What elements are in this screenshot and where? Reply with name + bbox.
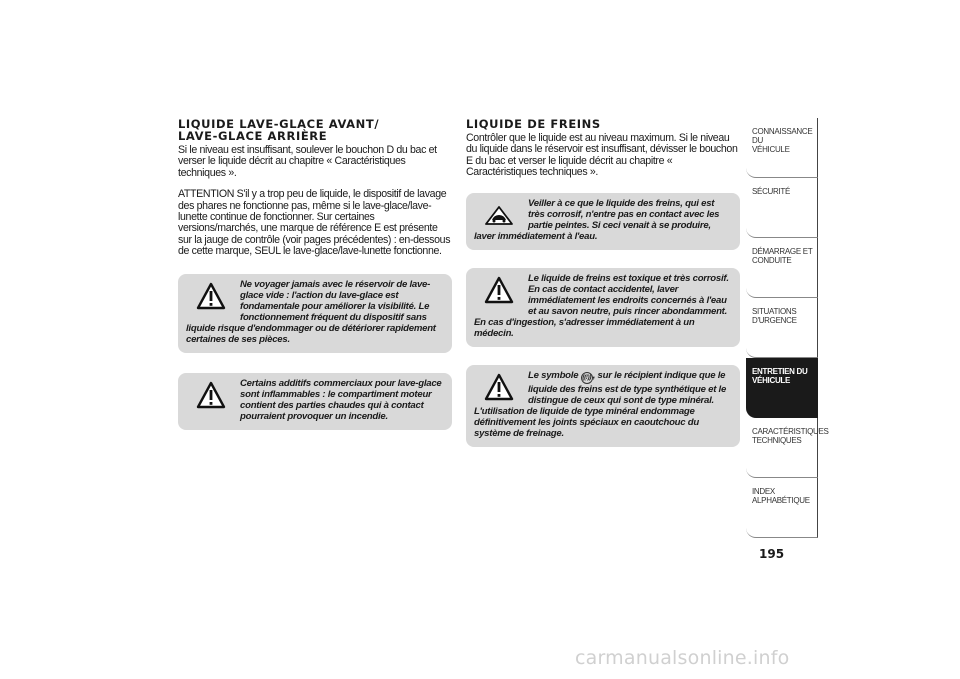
section-heading-washer-fluid: LIQUIDE LAVE-GLACE AVANT/ LAVE-GLACE ARRIÈRE [178, 117, 380, 143]
warning-triangle-icon [484, 373, 514, 403]
tab-situations-d-urgence[interactable]: SITUATIONS D'URGENCE [746, 298, 818, 358]
page-number: 195 [759, 547, 785, 561]
paragraph: Si le niveau est insuffisant, soulever le bouchon D du bac et verser le liquide décrit au chapitre « Caractéristiques techniques ». [178, 144, 437, 179]
watermark: carmanualsonline.info [575, 647, 790, 669]
tab-connaissance-du-vehicule[interactable]: CONNAISSANCE DU VÉHICULE [746, 118, 818, 178]
warning-text: Le liquide de freins est toxique et très corrosif. En cas de contact accidentel, laver immédiatement les endroits concernés à l'eau et au savon neutre, puis rincer abondamment. En cas d'ingestion, s'adresser immédiatement à un médecin. [474, 272, 729, 339]
warning-box [466, 365, 740, 447]
warning-box [178, 373, 452, 430]
chapter-tabs [746, 118, 829, 538]
warning-text: , sur le récipient indique que le liquide des freins est de type synthétique et le distingue de ceux qui sont de type minéral. L'utilisation de liquide de type minéral endommage définitivement les joints spéciaux en caoutchouc du système de freinage. [474, 369, 727, 439]
warning-text-prefix: Le symbole [528, 369, 579, 381]
tab-caracteristiques-techniques[interactable]: CARACTÉRISTIQUES TECHNIQUES [746, 418, 818, 478]
tab-demarrage-et-conduite[interactable]: DÉMARRAGE ET CONDUITE [746, 238, 818, 298]
right-column [466, 118, 740, 447]
section-heading-brake-fluid: LIQUIDE DE FREINS [466, 117, 601, 131]
warning-box [178, 274, 452, 353]
warning-text: Ne voyager jamais avec le réservoir de lave-glace vide : l'action du lave-glace est fondamentale pour améliorer la visibilité. Le fonctionnement fréquent du dispositif sans liquide risque d'endommager ou de détériorer rapidement certaines de ses pièces. [186, 278, 436, 345]
tab-entretien-du-vehicule[interactable]: ENTRETIEN DU VÉHICULE [746, 358, 818, 418]
car-paint-icon [484, 204, 514, 228]
tab-securite[interactable]: SÉCURITÉ [746, 178, 818, 238]
warning-triangle-icon [196, 381, 226, 411]
caution-text: Veiller à ce que le liquide des freins, qui est très corrosif, n'entre pas en contact avec les partie peintes. Si ceci venait à se produire, laver immédiatement à l'eau. [474, 197, 720, 242]
paragraph: Contrôler que le liquide est au niveau maximum. Si le niveau du liquide dans le réservoir est insuffisant, dévisser le bouchon E du bac et verser le liquide décrit au chapitre « Caractéristiques techniques ». [466, 132, 738, 179]
tab-index-alphabetique[interactable]: INDEX ALPHABÉTIQUE [746, 478, 818, 538]
warning-triangle-icon [484, 276, 514, 306]
warning-box [466, 268, 740, 347]
caution-box [466, 193, 740, 250]
warning-triangle-icon [196, 282, 226, 312]
brake-fluid-symbol-icon: ((!)) [581, 372, 593, 384]
paragraph: ATTENTION S'il y a trop peu de liquide, le dispositif de lavage des phares ne fonctionne pas, même si le lave-glace/lave-lunette continue de fonctionner. Sur certaines versions/marchés, une marque de référence E est présente sur la jauge de contrôle (voir pages précédentes) : en-dessous de cette marque, SEUL le lave-glace/lave-lunette fonctionne. [178, 188, 451, 258]
left-column [178, 118, 452, 430]
warning-text: Certains additifs commerciaux pour lave-glace sont inflammables : le compartiment moteur contient des parties chaudes qui à contact pourraient provoquer un incendie. [240, 377, 442, 422]
